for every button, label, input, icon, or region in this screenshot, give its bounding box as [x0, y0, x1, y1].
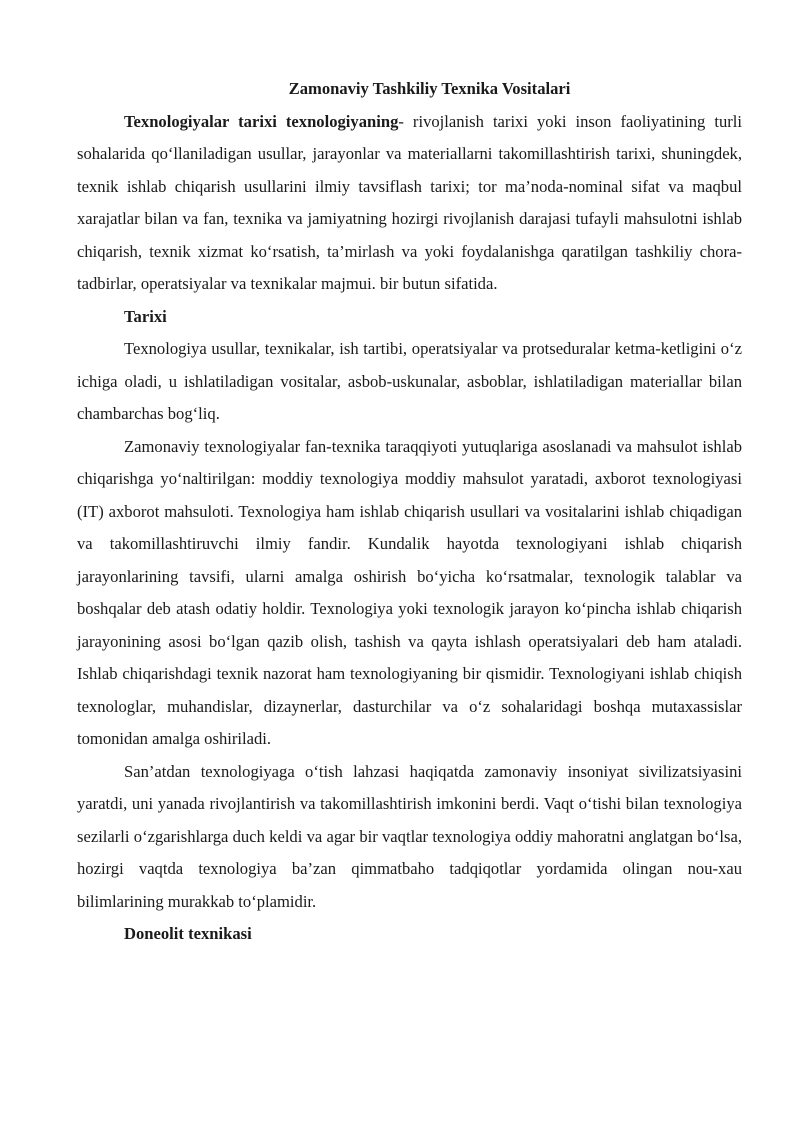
document-page — [77, 73, 742, 951]
section-heading-doneolit: Doneolit texnikasi — [124, 924, 252, 943]
intro-paragraph — [77, 106, 742, 301]
intro-text: - rivojlanish tarixi yoki inson faoliyatining turli sohalarida qo‘llaniladigan usullar, jarayonlar va materiallarni takomillashtirish tarixi, shuningdek, texnik ishlab chiqarish usullarini ilmiy tavsiflash tarixi; tor ma’noda-nominal sifat va maqbul xarajatlar bilan va fan, texnika va jamiyatning hozirgi rivojlanish darajasi tufayli mahsulotni ishlab chiqarish, texnik xizmat ko‘rsatish, ta’mirlash va yoki foydalanishga qaratilgan tashkiliy chora-tadbirlar, operatsiyalar va texnikalar majmui. bir butun sifatida. — [77, 111, 742, 293]
paragraph-3: San’atdan texnologiyaga o‘tish lahzasi haqiqatda zamonaviy insoniyat sivilizatsiyasini yaratdi, uni yanada rivojlantirish va takomillashtirish imkonini berdi. Vaqt o‘tishi bilan texnologiya sezilarli o‘zgarishlarga duch keldi va agar bir vaqtlar texnologiya oddiy mahoratni anglatgan bo‘lsa, hozirgi vaqtda texnologiya ba’zan qimmatbaho tadqiqotlar yordamida olingan nou-xau bilimlarining murakkab to‘plamidir. — [77, 761, 742, 911]
paragraph-1: Texnologiya usullar, texnikalar, ish tartibi, operatsiyalar va protseduralar ketma-ketligini o‘z ichiga oladi, u ishlatiladigan vositalar, asbob-uskunalar, asboblar, ishlatiladigan materiallar bilan chambarchas bog‘liq. — [77, 339, 742, 423]
intro-lead-term: Texnologiyalar tarixi texnologiyaning — [124, 111, 399, 131]
section-heading-tarixi: Tarixi — [124, 306, 167, 326]
document-title: Zamonaviy Tashkiliy Texnika Vositalari — [288, 79, 571, 98]
paragraph-2: Zamonaviy texnologiyalar fan-texnika taraqqiyoti yutuqlariga asoslanadi va mahsulot ishlab chiqarishga yo‘naltirilgan: moddiy texnologiya moddiy mahsulot yaratadi, axborot texnologiyasi (IT) axborot mahsuloti. Texnologiya ham ishlab chiqarish usullari va vositalarini ishlab chiqadigan va takomillashtiruvchi ilmiy fandir. Kundalik hayotda texnologiyani ishlab chiqarish jarayonlarining tavsifi, ularni amalga oshirish bo‘yicha ko‘rsatmalar, texnologik talablar va boshqalar deb atash odatiy holdir. Texnologiya yoki texnologik jarayon ko‘pincha ishlab chiqarish jarayonining asosi bo‘lgan qazib olish, tashish va qayta ishlash operatsiyalari deb ham ataladi. Ishlab chiqarishdagi texnik nazorat ham texnologiyaning bir qismidir. Texnologiyani ishlab chiqish texnologlar, muhandislar, dizaynerlar, dasturchilar va o‘z sohalaridagi boshqa mutaxassislar tomonidan amalga oshiriladi. — [77, 436, 742, 748]
